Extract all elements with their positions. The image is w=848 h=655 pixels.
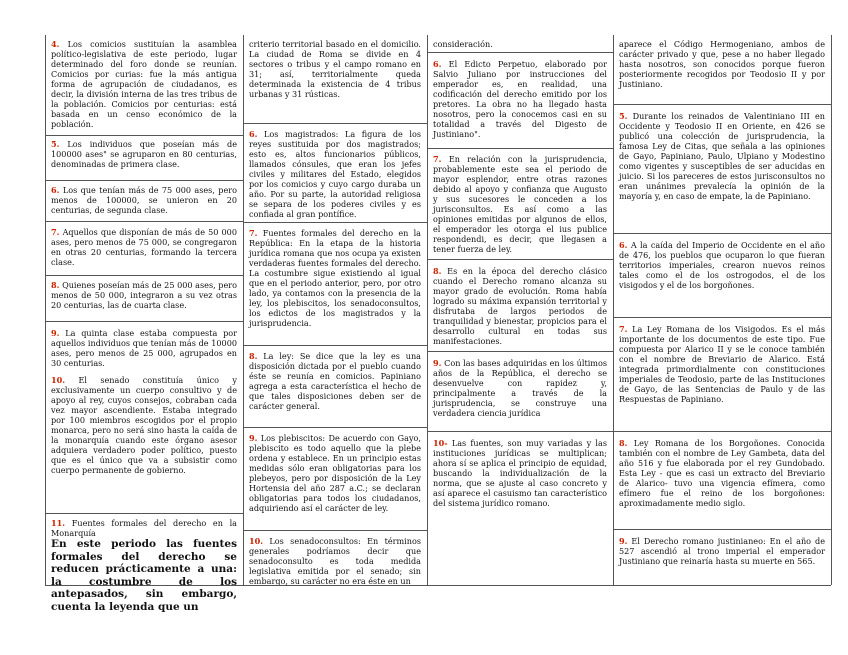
item-number: 4. [51,39,60,49]
paragraph-6 [249,129,421,219]
item-number: 10- [433,438,448,448]
paragraph-9 [619,536,825,566]
paragraph-text: Los magistrados: La figura de los reyes sustituida por dos magistrados; esto es, altos funcionarios públicos, llamados cónsules, que eran los jefes civiles y militares del Estado, elegidos por los comicios y cuyo cargo duraba un año. Por su parte, la autoridad religiosa se separa de los poderes civiles y es confiada al gran pontífice. [249,129,421,219]
paragraph-8 [249,351,421,411]
item-number: 6. [249,129,258,139]
paragraph-text: criterio territorial basado en el domicilio. La ciudad de Roma se divide en 4 sectores o tribus y el campo romano en 31; así, territorialmente queda determinada la existencia de 4 tribus urbanas y 31 rústicas. [249,39,421,99]
paragraph-text: La Ley Romana de los Visigodos. Es el más importante de los documentos de este tipo. Fue compuesta por Alarico II y se le conoce también con el nombre de Breviario de Alarico. Está integrada primordialmente con constituciones imperiales de Teodosio, parte de las Instituciones de Gayo, de las Sentencias de Paulo y de las Respuestas de Papiniano. [619,324,825,404]
paragraph-continued [433,39,607,49]
paragraph-text-large: En este periodo las fuentes formales del derecho se reducen prácticamente a una: la costumbre de los antepasados, sin embargo, cuenta la leyenda que un [51,538,237,613]
paragraph-10 [51,375,237,475]
paragraph-continued [249,39,421,99]
item-number: 9. [51,328,60,338]
column-3 [427,35,613,585]
paragraph-text: Las fuentes, son muy variadas y las instituciones jurídicas se multiplican; ahora sí se aplica el principio de equidad, buscando la individualización de la norma, que se ajuste al caso concreto y así aparece el casuismo tan característico del sistema jurídico romano. [433,438,607,508]
paragraph-6 [51,185,237,215]
paragraph-text: Con las bases adquiridas en los últimos años de la República, el derecho se desenvuelve con rapidez y, principalmente a través de la jurisprudencia, se construye una verdadera ciencia jurídica [433,358,607,418]
paragraph-8 [433,266,607,346]
item-number: 7. [433,154,442,164]
column-1 [45,35,243,613]
paragraph-text: A la caída del Imperio de Occidente en el año de 476, los pueblos que ocuparon lo que fueran territorios imperiales, crearon nuevos reinos tales como el de los ostrogodos, el de los visigodos y el de los borgoñones. [619,240,825,290]
paragraph-6 [619,240,825,290]
item-number: 8. [619,438,628,448]
paragraph-text: En relación con la jurisprudencia, probablemente este sea el periodo de mayor esplendor, entre otras razones debido al apoyo y confianza que Augusto y sus sucesores le conceden a los jurisconsultos. Es así como a las opiniones emitidas por algunos de ellos, el emperador les otorga el ius publice respondendi, es decir, que llegasen a tener fuerza de ley. [433,154,607,254]
paragraph-text: Durante los reinados de Valentiniano III en Occidente y Teodosio II en Oriente, en 426 se publicó una colección de jurisprudencia, la famosa Ley de Citas, que señala a las opiniones de Gayo, Papiniano, Paulo, Ulpiano y Modestino como vigentes y susceptibles de ser aducidas en juicio. Si los pareceres de estos jurisconsultos no eran unánimes prevalecía la opinión de la mayoría y, en caso de empate, la de Papiniano. [619,111,825,201]
paragraph-text: Es en la época del derecho clásico cuando el Derecho romano alcanza su mayor grado de evolución. Roma había logrado su máxima expansión territorial y disfrutaba de largos periodos de tranquilidad y bienestar, propicios para el desarrollo cultural en todas sus manifestaciones. [433,266,607,346]
item-number: 9. [433,358,442,368]
item-number: 8. [249,351,258,361]
paragraph-9 [249,433,421,513]
item-number: 7. [619,324,628,334]
paragraph-text: Los senadoconsultos: En términos generales podríamos decir que senadoconsulto es toda medida legislativa emitida por el senado; sin embargo, su carácter no era éste en un [249,536,421,586]
paragraph-7 [51,227,237,267]
paragraph-8 [619,438,825,508]
item-number: 11. [51,518,66,528]
paragraph-text: aparece el Código Hermogeniano, ambos de carácter privado y que, pese a no haber llegado hasta nosotros, son conocidos porque fueron posteriormente recogidos por Teodosio II y por Justiniano. [619,39,825,89]
item-number: 7. [249,228,258,238]
paragraph-10 [249,536,421,586]
item-number: 5. [619,111,628,121]
paragraph-5 [51,139,237,169]
document-table [45,35,831,613]
item-number: 9. [249,433,258,443]
paragraph-8 [51,280,237,310]
paragraph-text: El Edicto Perpetuo, elaborado por Salvio Juliano por instrucciones del emperador es, en realidad, una codificación del derecho emitido por los pretores. La obra no ha llegado hasta nosotros, pero la conocemos casi en su totalidad a través del Digesto de Justiniano". [433,59,607,139]
item-number: 7. [51,227,60,237]
paragraph-text: Quienes poseían más de 25 000 ases, pero menos de 50 000, integraron a su vez otras 20 centurias, las de cuarta clase. [51,280,237,310]
paragraph-text: Ley Romana de los Borgoñones. Conocida también con el nombre de Ley Gambeta, data del año 516 y fue elaborada por el rey Gundobado. Esta Ley - que es casi un extracto del Breviario de Alarico- tuvo una vigencia efímera, como efímero fue el reino de los borgoñones: aproximadamente medio siglo. [619,438,825,508]
paragraph-text: consideración. [433,39,493,49]
paragraph-5 [619,111,825,201]
item-number: 5. [51,139,60,149]
paragraph-4 [51,39,237,129]
item-number: 6. [619,240,628,250]
paragraph-text: Los comicios sustituían la asamblea político-legislativa de este periodo, lugar determinado del foro donde se reunían. Comicios por curias: fue la más antigua forma de agrupación de ciudadanos, es decir, la división interna de las tres tribus de la población. Comicios por centurias: está basada en un censo económico de la población. [51,39,237,129]
paragraph-text: Fuentes formales del derecho en la República: En la etapa de la historia jurídica romana que nos ocupa ya existen verdaderas fuentes formales del derecho. La costumbre sigue existiendo al igual que en el periodo anterior, pero, por otro lado, ya contamos con la presencia de la ley, los plebiscitos, los senadoconsultos, los edictos de los magistrados y la jurisprudencia. [249,228,421,328]
paragraph-text: La quinta clase estaba compuesta por aquellos individuos que tenían más de 10000 ases, pero menos de 25 000, agrupados en 30 centurias. [51,328,237,368]
paragraph-10 [433,438,607,508]
paragraph-7 [433,154,607,254]
paragraph-continued [619,39,825,89]
item-number: 8. [433,266,442,276]
paragraph-9 [433,358,607,418]
paragraph-6 [433,59,607,139]
bottom-border [45,585,831,586]
item-number: 10. [51,375,66,385]
item-number: 8. [51,280,60,290]
paragraph-text: Aquellos que disponían de más de 50 000 ases, pero menos de 75 000, se congregaron en otras 20 centurias, formando la tercera clase. [51,227,237,267]
paragraph-11 [51,518,237,613]
paragraph-text: Los individuos que poseían más de 100000 ases" se agruparon en 80 centurias, denominadas de primera clase. [51,139,237,169]
paragraph-text: El Derecho romano justinianeo: En el año de 527 ascendió al trono imperial el emperador Justiniano que reinaría hasta su muerte en 565. [619,536,825,566]
paragraph-7 [619,324,825,404]
paragraph-text: El senado constituía único y exclusivamente un cuerpo consultivo y de apoyo al rey, cuyos consejos, cobraban cada vez mayor ascendiente. Estaba integrado por 100 miembros escogidos por el propio monarca, pero no será sino hasta la caída de la monarquía cuando este órgano asesor adquiera verdadero poder político, puesto que es el único que va a subsistir como cuerpo permanente de gobierno. [51,375,237,475]
item-number: 9. [619,536,628,546]
item-number: 6. [433,59,442,69]
paragraph-text: Los plebiscitos: De acuerdo con Gayo, plebiscito es todo aquello que la plebe ordena y establece. En un principio estas medidas sólo eran obligatorias para los plebeyos, pero por disposición de la Ley Hortensia del año 287 a.C.; se declaran obligatorias para todos los ciudadanos, adquiriendo así el carácter de ley. [249,433,421,513]
paragraph-7 [249,228,421,328]
paragraph-text: La ley: Se dice que la ley es una disposición dictada por el pueblo cuando éste se reunía en comicios. Papiniano agrega a esta característica el hecho de que tales disposiciones deben ser de carácter general. [249,351,421,411]
item-number: 10. [249,536,264,546]
column-4 [613,35,831,585]
item-number: 6. [51,185,60,195]
paragraph-9 [51,328,237,368]
paragraph-heading: Fuentes formales del derecho en la Monarquía [51,518,237,538]
paragraph-text: Los que tenían más de 75 000 ases, pero menos de 100000, se unieron en 20 centurias, de segunda clase. [51,185,237,215]
column-2 [243,35,427,585]
